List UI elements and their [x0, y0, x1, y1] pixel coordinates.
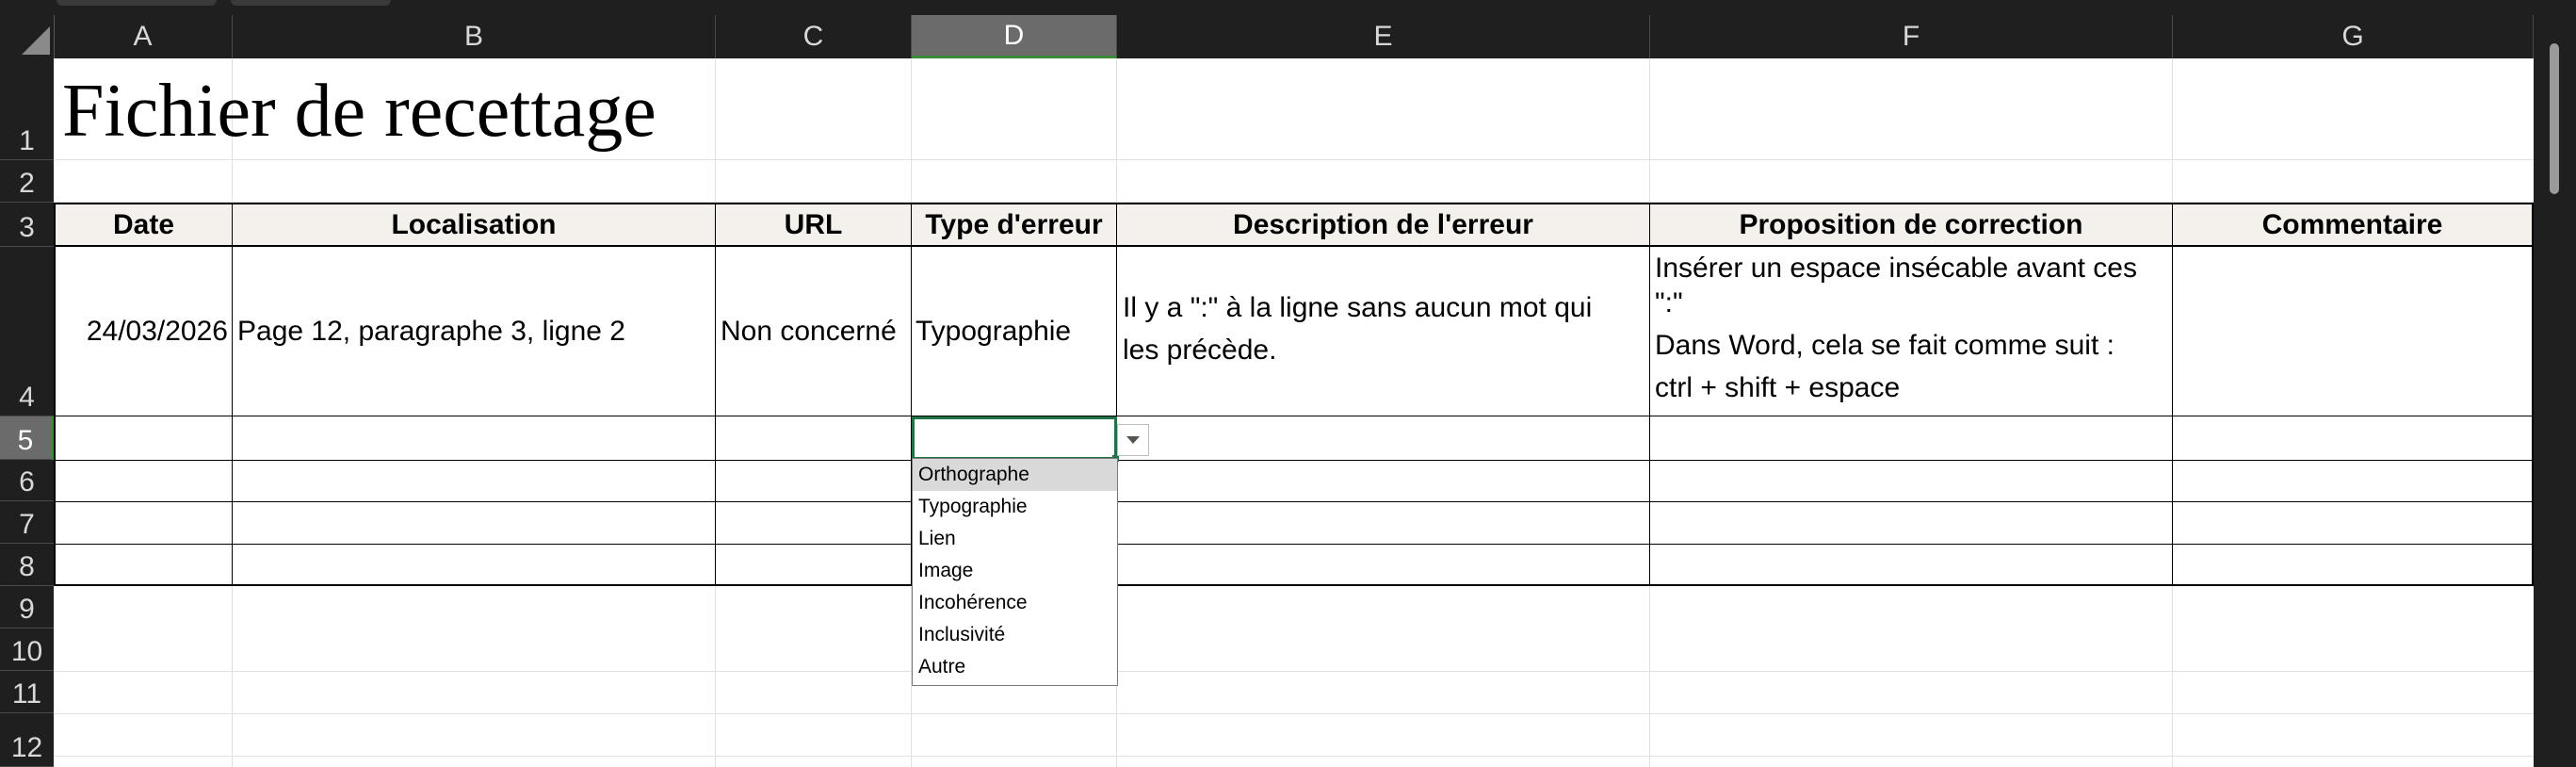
dropdown-option-orthographe[interactable]: Orthographe: [913, 459, 1117, 491]
dropdown-option-incoherence[interactable]: Incohérence: [918, 592, 1028, 613]
sheet-title[interactable]: Fichier de recettage: [62, 70, 656, 153]
active-cell-d5[interactable]: [912, 416, 1117, 460]
ribbon-tab-remnant: [231, 0, 391, 6]
dropdown-toggle-button[interactable]: [1117, 424, 1149, 456]
proposition-line: Dans Word, cela se fait comme suit :: [1655, 330, 2114, 361]
row-header-2[interactable]: 2: [0, 160, 54, 203]
column-header-g[interactable]: G: [2173, 15, 2534, 58]
dropdown-option-inclusivite[interactable]: Inclusivité: [918, 624, 1006, 645]
proposition-line: ctrl + shift + espace: [1655, 372, 1901, 403]
select-all-button[interactable]: [0, 15, 55, 58]
dropdown-option-typographie[interactable]: Typographie: [918, 496, 1028, 517]
row-header-11[interactable]: 11: [0, 671, 54, 713]
column-header-d[interactable]: D: [912, 15, 1117, 58]
chevron-down-icon: [1126, 436, 1140, 444]
select-all-triangle-icon: [22, 26, 50, 55]
window-top-strip: [0, 0, 2576, 15]
scrollbar-thumb[interactable]: [2550, 43, 2559, 194]
cell-date[interactable]: 24/03/2026: [54, 247, 233, 416]
col-divider: [2172, 416, 2173, 586]
row-header-1[interactable]: 1: [0, 58, 54, 160]
cell-type[interactable]: Typographie: [912, 247, 1117, 416]
dropdown-option-image[interactable]: Image: [918, 560, 974, 581]
row-header-8[interactable]: 8: [0, 544, 54, 586]
header-description[interactable]: Description de l'erreur: [1117, 203, 1650, 247]
row-divider: [54, 460, 2534, 461]
row-header-3[interactable]: 3: [0, 203, 54, 247]
col-divider: [1649, 416, 1650, 586]
column-header-e[interactable]: E: [1117, 15, 1650, 58]
validation-dropdown-list[interactable]: [912, 458, 1118, 686]
row-header-12[interactable]: 12: [0, 713, 54, 767]
proposition-line: Insérer un espace insécable avant ces: [1655, 253, 2137, 284]
col-divider: [232, 416, 233, 586]
header-type-erreur[interactable]: Type d'erreur: [912, 203, 1117, 247]
cell-url[interactable]: Non concerné: [716, 247, 912, 416]
col-divider: [715, 416, 716, 586]
proposition-line: ":": [1655, 287, 1683, 318]
cell-description[interactable]: [1117, 247, 1650, 416]
cell-commentaire[interactable]: [2173, 247, 2534, 416]
dropdown-option-lien[interactable]: Lien: [918, 528, 956, 549]
header-proposition[interactable]: Proposition de correction: [1650, 203, 2173, 247]
cell-proposition[interactable]: [1650, 247, 2173, 416]
header-date[interactable]: Date: [54, 203, 233, 247]
column-header-a[interactable]: A: [54, 15, 233, 58]
header-localisation[interactable]: Localisation: [233, 203, 716, 247]
vertical-scrollbar[interactable]: [2534, 15, 2576, 767]
column-header-c[interactable]: C: [716, 15, 912, 58]
dropdown-option-autre[interactable]: Autre: [918, 656, 966, 677]
row-header-9[interactable]: 9: [0, 586, 54, 628]
column-header-f[interactable]: F: [1650, 15, 2173, 58]
row-divider: [54, 501, 2534, 502]
row-header-7[interactable]: 7: [0, 501, 54, 544]
row-header-6[interactable]: 6: [0, 460, 54, 501]
description-line: les précède.: [1123, 335, 1277, 366]
header-commentaire[interactable]: Commentaire: [2173, 203, 2534, 247]
row-header-5[interactable]: 5: [0, 416, 54, 460]
row-header-4[interactable]: 4: [0, 247, 54, 416]
row-header-10[interactable]: 10: [0, 628, 54, 671]
column-header-b[interactable]: B: [233, 15, 716, 58]
ribbon-tab-remnant: [57, 0, 217, 6]
cell-localisation[interactable]: Page 12, paragraphe 3, ligne 2: [233, 247, 716, 416]
row-divider: [54, 544, 2534, 545]
description-line: Il y a ":" à la ligne sans aucun mot qui: [1123, 292, 1593, 323]
header-url[interactable]: URL: [716, 203, 912, 247]
